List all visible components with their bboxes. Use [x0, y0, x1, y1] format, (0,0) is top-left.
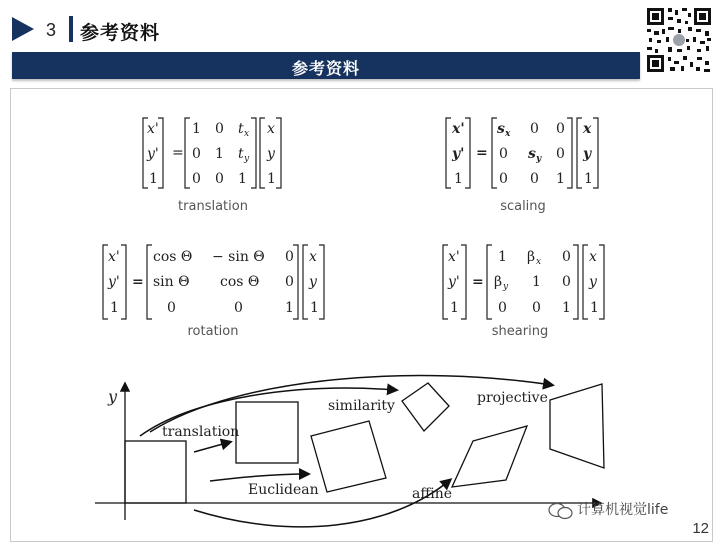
svg-text:t: t	[238, 121, 244, 137]
svg-text:y': y'	[108, 274, 120, 290]
title-banner	[12, 52, 640, 79]
affine-parallelogram	[452, 426, 527, 487]
svg-text:s: s	[528, 146, 536, 162]
svg-text:0: 0	[498, 300, 507, 316]
svg-text:x: x	[267, 121, 275, 137]
svg-text:x': x'	[108, 249, 120, 265]
svg-text:y: y	[589, 274, 597, 290]
svg-text:x: x	[244, 129, 250, 139]
svg-text:0: 0	[192, 171, 201, 187]
svg-text:s: s	[497, 121, 505, 137]
svg-text:1: 1	[192, 121, 201, 137]
svg-text:x': x'	[448, 249, 460, 265]
svg-text:x': x'	[452, 121, 465, 137]
translation-arrow	[194, 442, 230, 452]
svg-text:0: 0	[285, 274, 294, 290]
wechat-icon	[548, 502, 574, 520]
svg-text:0: 0	[192, 146, 201, 162]
svg-text:cos Θ: cos Θ	[153, 249, 193, 265]
shearing-caption: shearing	[491, 324, 549, 339]
svg-text:0: 0	[215, 171, 224, 187]
svg-text:y': y'	[448, 274, 460, 290]
svg-text:− sin Θ: − sin Θ	[212, 249, 265, 265]
svg-text:0: 0	[234, 300, 243, 316]
qr-code-icon	[644, 5, 714, 75]
header-divider	[69, 16, 73, 42]
svg-text:1: 1	[238, 171, 247, 187]
svg-text:x: x	[505, 129, 511, 139]
svg-text:y: y	[309, 274, 317, 290]
scaling-caption: scaling	[500, 199, 546, 214]
svg-text:1: 1	[590, 300, 599, 316]
svg-text:y: y	[267, 146, 275, 162]
svg-text:0: 0	[215, 121, 224, 137]
svg-text:sin Θ: sin Θ	[153, 274, 190, 290]
svg-text:y': y'	[452, 146, 465, 162]
svg-text:0: 0	[556, 121, 565, 137]
svg-text:1: 1	[149, 171, 158, 187]
svg-text:1: 1	[562, 300, 571, 316]
section-number: 3	[46, 20, 57, 40]
scaling-matrix	[443, 115, 603, 191]
transform-hierarchy-diagram	[90, 370, 610, 530]
svg-text:=: =	[472, 274, 484, 290]
svg-text:0: 0	[167, 300, 176, 316]
svg-text:1: 1	[450, 300, 459, 316]
similarity-square	[402, 383, 449, 431]
translation-caption: translation	[178, 199, 248, 214]
svg-text:=: =	[476, 145, 488, 161]
svg-text:1: 1	[454, 171, 463, 187]
affine-label: affine	[412, 486, 453, 502]
svg-text:0: 0	[285, 249, 294, 265]
svg-text:0: 0	[530, 171, 539, 187]
svg-text:1: 1	[267, 171, 276, 187]
page-number: 12	[692, 520, 709, 537]
svg-text:t: t	[238, 146, 244, 162]
svg-text:x: x	[589, 249, 597, 265]
svg-text:β: β	[494, 274, 503, 290]
projective-label: projective	[477, 390, 548, 406]
projective-quad	[550, 384, 604, 468]
svg-text:0: 0	[499, 171, 508, 187]
similarity-label: similarity	[328, 398, 395, 414]
svg-text:y: y	[536, 154, 542, 164]
svg-text:1: 1	[285, 300, 294, 316]
watermark-text: 计算机视觉life	[577, 502, 669, 518]
translation-label: translation	[162, 424, 240, 440]
svg-text:1: 1	[532, 274, 541, 290]
translated-square	[236, 402, 298, 463]
svg-text:=: =	[172, 145, 184, 161]
svg-text:1: 1	[110, 300, 119, 316]
svg-text:x': x'	[147, 121, 159, 137]
svg-text:1: 1	[215, 146, 224, 162]
original-square	[125, 441, 186, 503]
section-arrow-icon	[12, 17, 34, 41]
svg-text:cos Θ: cos Θ	[220, 274, 260, 290]
svg-text:β: β	[527, 249, 536, 265]
svg-text:y': y'	[147, 146, 159, 162]
y-axis-label: y	[108, 387, 118, 406]
euclidean-arrow	[210, 474, 308, 481]
svg-text:x: x	[536, 257, 542, 267]
svg-text:0: 0	[556, 146, 565, 162]
banner-title: 参考资料	[291, 59, 360, 78]
svg-text:y: y	[583, 146, 592, 162]
svg-text:0: 0	[562, 274, 571, 290]
svg-text:1: 1	[310, 300, 319, 316]
svg-text:0: 0	[499, 146, 508, 162]
svg-text:1: 1	[584, 171, 593, 187]
svg-text:0: 0	[562, 249, 571, 265]
shearing-matrix	[440, 242, 610, 322]
section-title: 参考资料	[80, 22, 161, 44]
svg-text:x: x	[583, 121, 592, 137]
svg-text:1: 1	[556, 171, 565, 187]
svg-text:y: y	[244, 154, 250, 164]
euclidean-square	[311, 421, 386, 492]
rotation-matrix	[100, 242, 330, 322]
svg-text:0: 0	[532, 300, 541, 316]
svg-text:x: x	[309, 249, 317, 265]
svg-text:y: y	[503, 282, 509, 292]
svg-text:0: 0	[530, 121, 539, 137]
svg-text:=: =	[132, 274, 144, 290]
translation-matrix	[140, 115, 290, 191]
svg-text:1: 1	[498, 249, 507, 265]
rotation-caption: rotation	[187, 324, 239, 339]
euclidean-label: Euclidean	[248, 482, 319, 498]
